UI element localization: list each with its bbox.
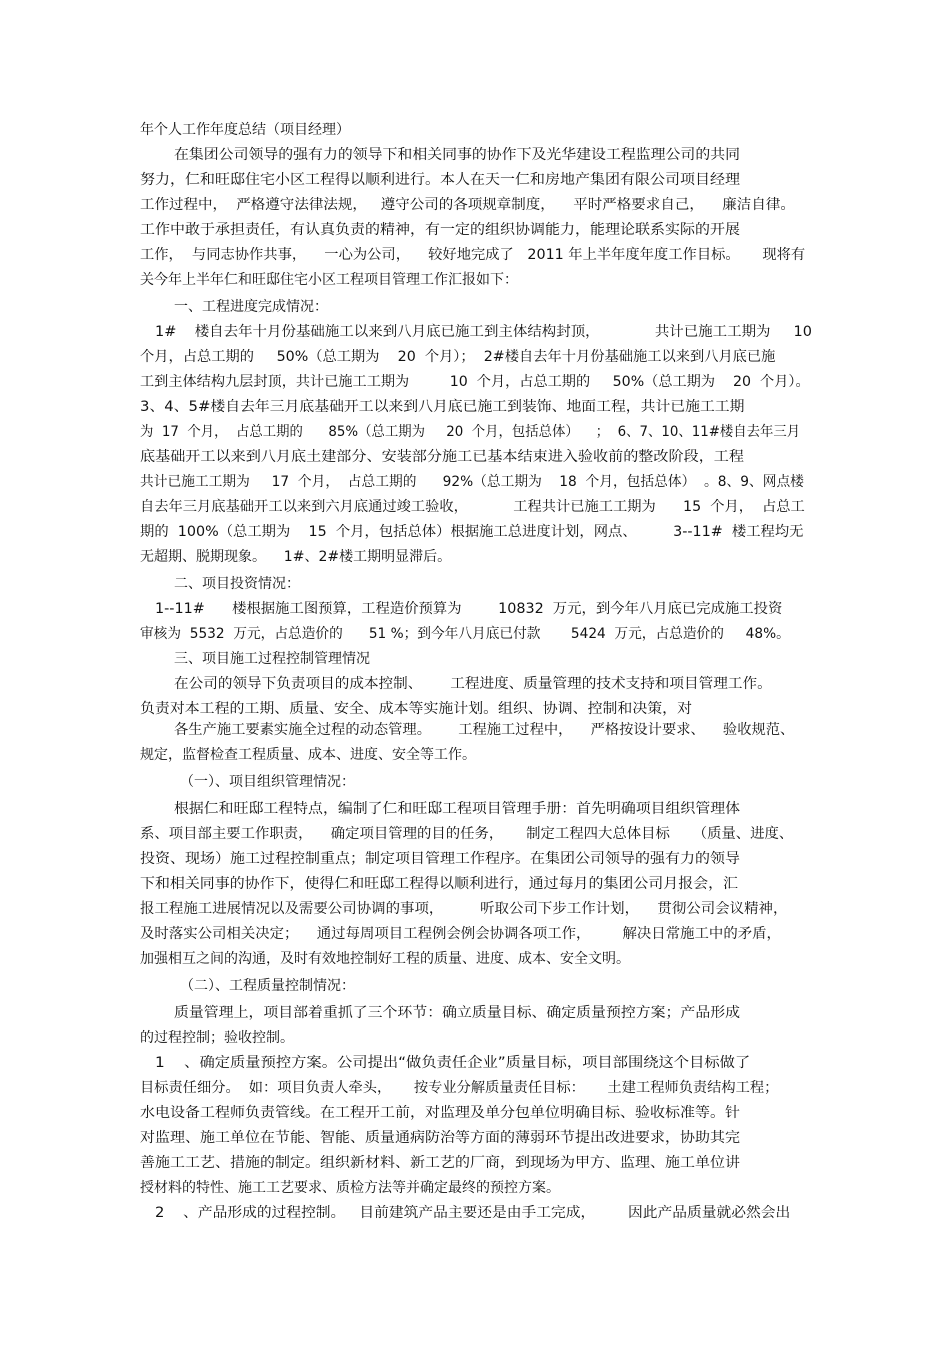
text-line: 在公司的领导下负责项目的成本控制、 工程进度、质量管理的技术支持和项目管理工作。: [174, 676, 772, 692]
text-line: 的过程控制；验收控制。: [140, 1030, 294, 1046]
text-line: 审核为 5532 万元，占总造价的 51 %；到今年八月底已付款 5424 万元，占总造价的 48%。: [140, 626, 790, 642]
text-line: 三、项目施工过程控制管理情况: [174, 651, 370, 667]
text-line: （一）、项目组织管理情况：: [180, 774, 355, 790]
text-line: 年个人工作年度总结（项目经理）: [140, 122, 350, 138]
text-line: 个月，占总工期的 50%（总工期为 20 个月）； 2#楼自去年十月份基础施工以来到八月底已施: [140, 349, 776, 365]
text-line: 1# 楼自去年十月份基础施工以来到八月底已施工到主体结构封顶， 共计已施工工期为 10: [155, 324, 812, 340]
text-line: 无超期、脱期现象。 1#、2#楼工期明显滞后。: [140, 549, 452, 565]
text-line: 目标责任细分。 如：项目负责人牵头， 按专业分解质量责任目标： 土建工程师负责结构工程；: [140, 1080, 779, 1096]
text-line: 2 、产品形成的过程控制。 目前建筑产品主要还是由手工完成， 因此产品质量就必然会出: [155, 1205, 791, 1221]
text-line: 投资、现场）施工过程控制重点；制定项目管理工作程序。在集团公司领导的强有力的领导: [140, 851, 740, 867]
text-line: 系、项目部主要工作职责， 确定项目管理的目的任务， 制定工程四大总体目标 （质量、进度、: [140, 826, 794, 842]
text-line: 负责对本工程的工期、质量、安全、成本等实施计划。组织、协调、控制和决策，对: [140, 701, 692, 717]
text-line: 工作中敢于承担责任，有认真负责的精神，有一定的组织协调能力，能理论联系实际的开展: [140, 222, 740, 238]
text-line: 1--11# 楼根据施工图预算，工程造价预算为 10832 万元，到今年八月底已完成施工投资: [155, 601, 783, 617]
text-line: 一、工程进度完成情况：: [174, 299, 328, 315]
text-line: 规定，监督检查工程质量、成本、进度、安全等工作。: [140, 747, 476, 763]
text-line: 3、4、5#楼自去年三月底基础开工以来到八月底已施工到装饰、地面工程，共计已施工工期: [140, 399, 745, 415]
text-line: 根据仁和旺邸工程特点，编制了仁和旺邸工程项目管理手册：首先明确项目组织管理体: [174, 801, 740, 817]
text-line: 为 17 个月， 占总工期的 85%（总工期为 20 个月，包括总体） ； 6、7、10、11#楼自去年三月: [140, 424, 801, 440]
text-line: 自去年三月底基础开工以来到六月底通过竣工验收， 工程共计已施工工期为 15 个月， 占总工: [140, 499, 805, 515]
text-line: 共计已施工工期为 17 个月， 占总工期的 92%（总工期为 18 个月，包括总体） 。8、9、网点楼: [140, 474, 804, 490]
text-line: 工作， 与同志协作共事， 一心为公司， 较好地完成了 2011 年上半年度年度工作目标。 现将有: [140, 247, 806, 263]
text-line: 授材料的特性、施工工艺要求、质检方法等并确定最终的预控方案。: [140, 1180, 560, 1196]
text-line: （二）、工程质量控制情况：: [180, 978, 355, 994]
text-line: 对监理、施工单位在节能、智能、质量通病防治等方面的薄弱环节提出改进要求，协助其完: [140, 1130, 740, 1146]
text-line: 善施工工艺、措施的制定。组织新材料、新工艺的厂商，到现场为甲方、监理、施工单位讲: [140, 1155, 740, 1171]
text-line: 加强相互之间的沟通，及时有效地控制好工程的质量、进度、成本、安全文明。: [140, 951, 630, 967]
text-line: 在集团公司领导的强有力的领导下和相关同事的协作下及光华建设工程监理公司的共同: [174, 147, 740, 163]
text-line: 及时落实公司相关决定； 通过每周项目工程例会例会协调各项工作， 解决日常施工中的矛盾，: [140, 926, 781, 942]
text-line: 期的 100%（总工期为 15 个月，包括总体）根据施工总进度计划，网点、 3--11# 楼工程均无: [140, 524, 804, 540]
text-line: 各生产施工要素实施全过程的动态管理。 工程施工过程中， 严格按设计要求、 验收规范、: [174, 722, 795, 738]
text-line: 质量管理上，项目部着重抓了三个环节：确立质量目标、确定质量预控方案；产品形成: [174, 1005, 740, 1021]
text-line: 1 、确定质量预控方案。公司提出“做负责任企业”质量目标，项目部围绕这个目标做了: [155, 1055, 751, 1071]
text-line: 二、项目投资情况：: [174, 576, 300, 592]
text-line: 工到主体结构九层封顶，共计已施工工期为 10 个月，占总工期的 50%（总工期为 20 个月）。: [140, 374, 810, 390]
text-line: 努力，仁和旺邸住宅小区工程得以顺利进行。本人在天一仁和房地产集团有限公司项目经理: [140, 172, 740, 188]
text-line: 水电设备工程师负责管线。在工程开工前，对监理及单分包单位明确目标、验收标准等。针: [140, 1105, 740, 1121]
text-line: 下和相关同事的协作下，使得仁和旺邸工程得以顺利进行，通过每月的集团公司月报会，汇: [140, 876, 738, 892]
text-line: 报工程施工进展情况以及需要公司协调的事项， 听取公司下步工作计划， 贯彻公司会议精神，: [140, 901, 788, 917]
text-line: 底基础开工以来到八月底土建部分、安装部分施工已基本结束进入验收前的整改阶段，工程: [140, 449, 744, 465]
text-line: 工作过程中， 严格遵守法律法规， 遵守公司的各项规章制度， 平时严格要求自己， 廉洁自律。: [140, 197, 795, 213]
text-line: 关今年上半年仁和旺邸住宅小区工程项目管理工作汇报如下：: [140, 272, 518, 288]
